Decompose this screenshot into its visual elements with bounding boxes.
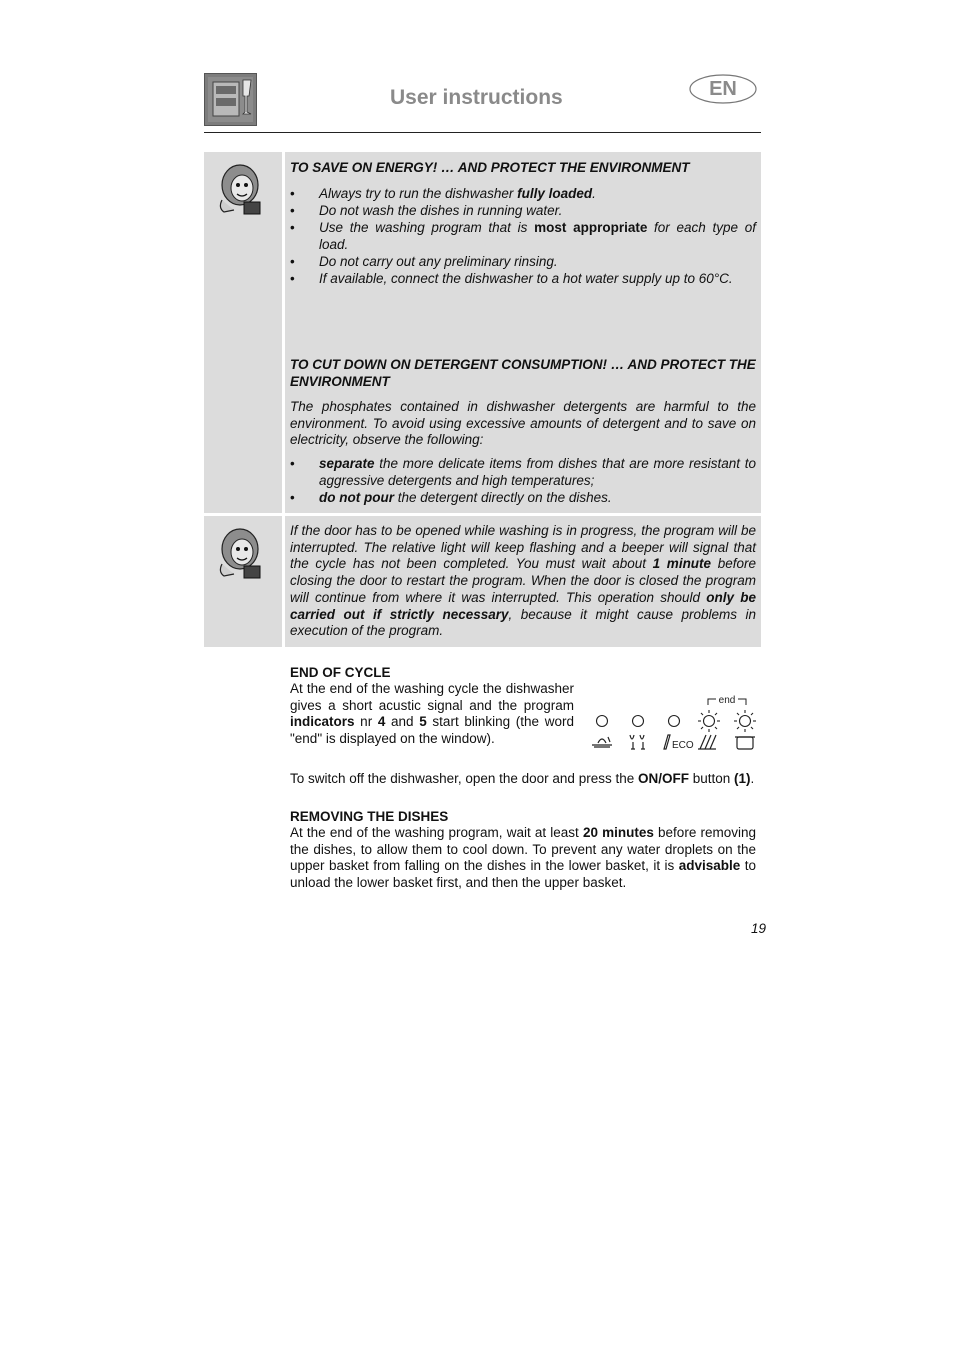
page-header xyxy=(204,72,761,134)
program-icon-2-glasses xyxy=(630,735,645,749)
program-icon-1 xyxy=(592,737,612,747)
energy-item: • Do not carry out any preliminary rinsing. xyxy=(290,253,756,270)
program-icon-3-eco xyxy=(664,735,694,751)
language-badge xyxy=(689,74,757,104)
energy-list xyxy=(290,185,756,287)
page-number: 19 xyxy=(751,921,767,936)
energy-item: • Always try to run the dishwasher fully loaded. xyxy=(290,185,756,202)
removing-section xyxy=(290,808,756,892)
header-divider xyxy=(204,132,761,133)
removing-heading: REMOVING THE DISHES xyxy=(290,809,449,824)
end-label: end xyxy=(718,695,736,706)
energy-section xyxy=(285,152,761,513)
icon-column xyxy=(204,516,282,647)
program-indicators xyxy=(588,685,758,761)
mascot-icon xyxy=(204,152,282,232)
detergent-body xyxy=(290,399,756,506)
dishwasher-logo-icon xyxy=(204,73,257,126)
detergent-intro: The phosphates contained in dishwasher detergents are harmful to the environment. To avoid using excessive amounts of detergent and to save on electricity, observe the following: xyxy=(290,399,756,448)
detergent-list xyxy=(290,455,756,506)
indicator-3 xyxy=(669,716,680,727)
svg-text:ECO: ECO xyxy=(672,740,694,751)
program-icon-4-intensive xyxy=(698,735,716,749)
end-cycle-paragraph: At the end of the washing cycle the dishwasher gives a short acustic signal and the program indicators nr 4 and 5 start blinking (the word "end" is displayed on the window). xyxy=(290,681,574,747)
indicator-4-blinking xyxy=(698,710,720,732)
detergent-item: • separate the more delicate items from dishes that are more resistant to aggressive detergents and high temperatures; xyxy=(290,455,756,489)
program-icon-5-pot xyxy=(735,737,755,749)
language-badge-label: EN xyxy=(709,78,737,100)
switch-off-paragraph: To switch off the dishwasher, open the door and press the ON/OFF button (1). xyxy=(290,771,755,786)
detergent-heading: TO CUT DOWN ON DETERGENT CONSUMPTION! … AND PROTECT THE ENVIRONMENT xyxy=(290,357,756,389)
end-cycle-heading: END OF CYCLE xyxy=(290,665,391,680)
mascot-icon xyxy=(204,516,282,596)
indicator-2 xyxy=(633,716,644,727)
page-title: User instructions xyxy=(390,86,563,109)
end-cycle-section xyxy=(290,664,756,788)
door-paragraph: If the door has to be opened while washing is in progress, the program will be interrupted. The relative light will keep flashing and a beeper will signal that the cycle has not been completed. You must wait about 1 minute before closing the door to restart the program. When the door is closed the program will continue from where it was interrupted. This operation should only be carried out if strictly necessary, because it might cause problems in execution of the program. xyxy=(290,523,756,639)
removing-paragraph: At the end of the washing program, wait at least 20 minutes before removing the dishes, to allow them to cool down. To prevent any water droplets on the upper basket from falling on the dishes in the lower basket, it is advisable to unload the lower basket first, and then the upper basket. xyxy=(290,825,757,891)
energy-item: • If available, connect the dishwasher to a hot water supply up to 60°C. xyxy=(290,270,756,287)
detergent-item: • do not pour the detergent directly on the dishes. xyxy=(290,489,756,506)
energy-item: • Do not wash the dishes in running water. xyxy=(290,202,756,219)
energy-heading: TO SAVE ON ENERGY! … AND PROTECT THE ENVIRONMENT xyxy=(290,160,690,175)
icon-column xyxy=(204,152,282,513)
indicator-1 xyxy=(597,716,608,727)
energy-item: • Use the washing program that is most appropriate for each type of load. xyxy=(290,219,756,253)
indicator-5-blinking xyxy=(734,710,756,732)
door-section xyxy=(285,516,761,647)
